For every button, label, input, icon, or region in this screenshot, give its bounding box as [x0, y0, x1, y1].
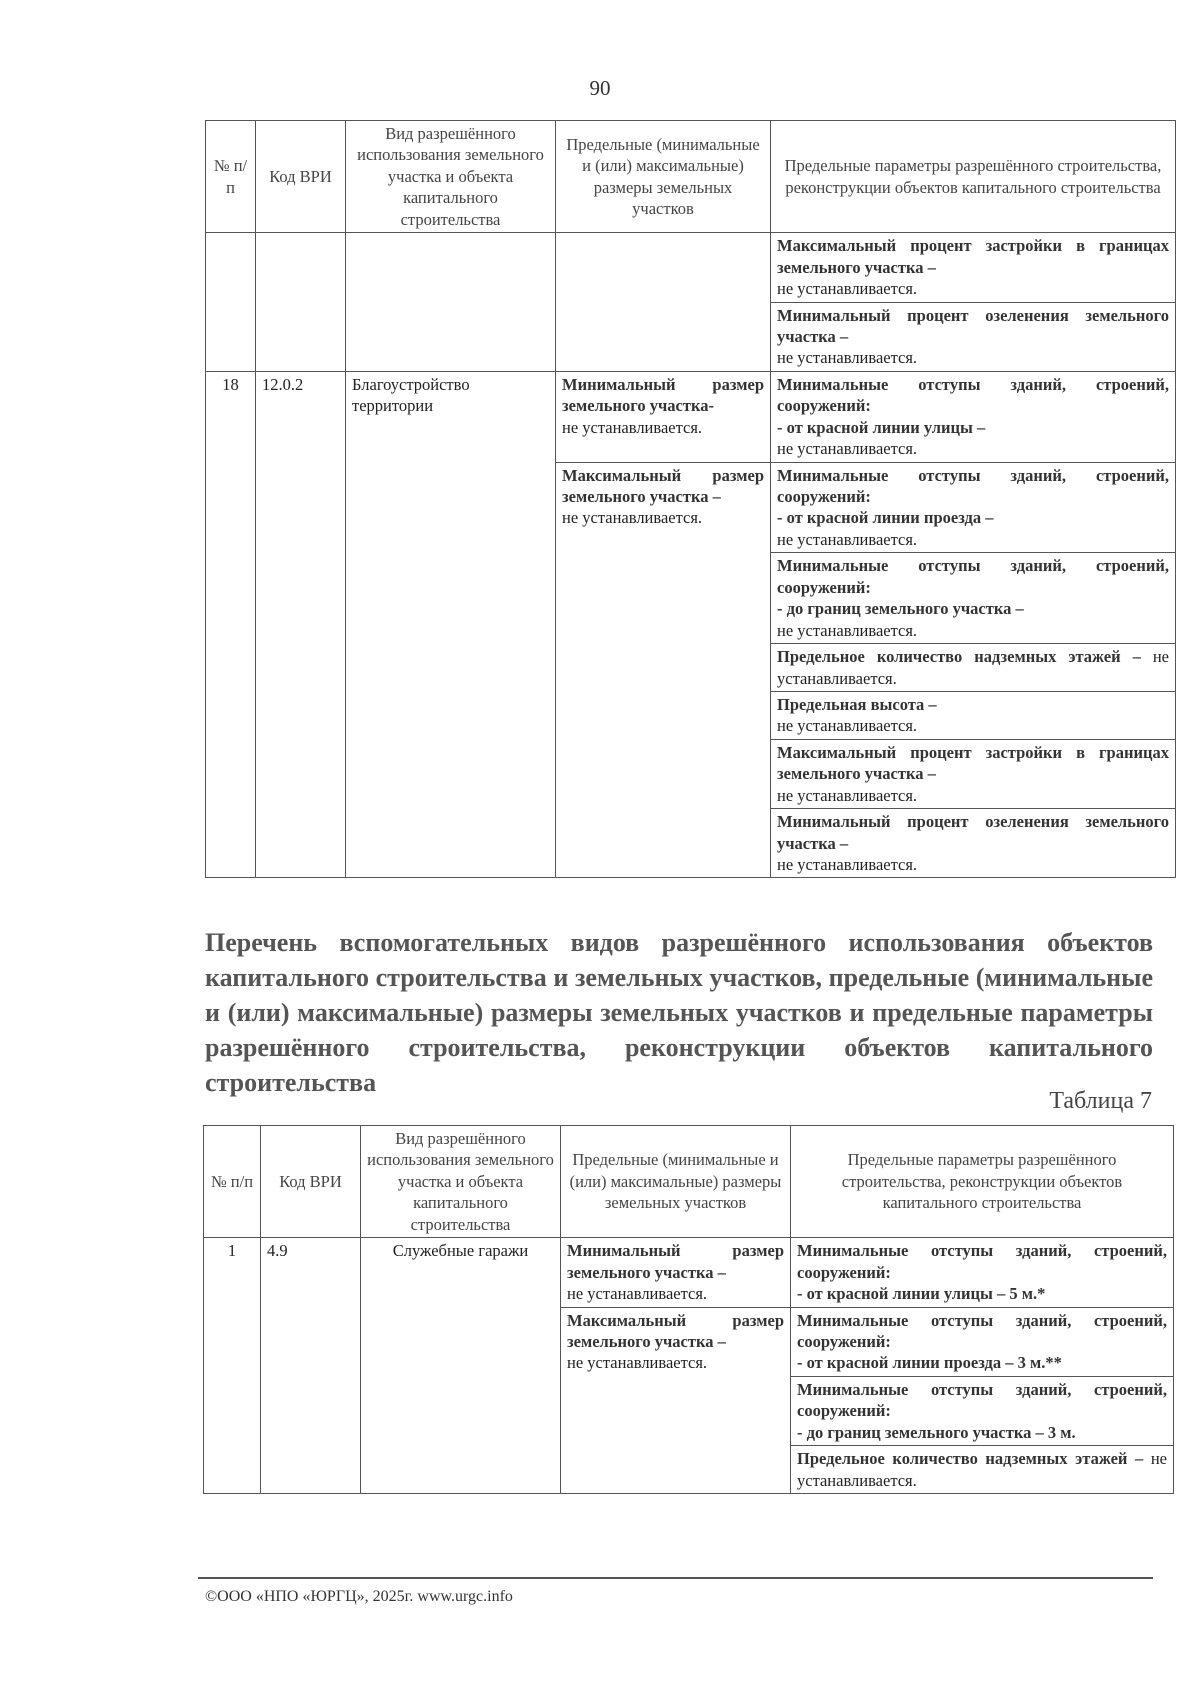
header-code: Код ВРИ [261, 1126, 361, 1238]
auxiliary-uses-table [203, 1125, 1174, 1494]
row-num: 1 [204, 1238, 261, 1494]
row-kind: Служебные гаражи [361, 1238, 561, 1494]
param-bold: Предельное количество надземных этажей – [777, 647, 1141, 667]
param-cell [791, 1307, 1174, 1376]
header-num: № п/п [204, 1126, 261, 1238]
param-plain: не устанавливается. [797, 1449, 1167, 1490]
max-size-plain: не устанавливается. [567, 1353, 708, 1373]
param-plain: не устанавливается. [777, 647, 1169, 688]
param-bold: Минимальные отступы зданий, строений, сооружений: [777, 374, 1169, 416]
param-bold2: - от красной линии проезда – [777, 508, 994, 528]
param-plain: не устанавливается. [777, 716, 918, 736]
table-header-row [206, 121, 1176, 233]
row-num: 18 [206, 371, 256, 878]
param-cell [791, 1238, 1174, 1307]
table-row [204, 1238, 1174, 1307]
header-sizes: Предельные (минимальные и (или) максимальные) размеры земельных участков [561, 1126, 791, 1238]
header-kind: Вид разрешённого использования земельного участка и объекта капитального строительства [346, 121, 556, 233]
page-number: 90 [589, 76, 611, 100]
table-header-row [204, 1126, 1174, 1238]
param-bold2: - до границ земельного участка – 3 м. [797, 1422, 1076, 1442]
header-params: Предельные параметры разрешённого строительства, реконструкции объектов капитального строительства [771, 121, 1176, 233]
param-plain: не устанавливается. [777, 785, 918, 805]
param-cell [771, 739, 1176, 808]
param-bold: Предельная высота – [777, 694, 937, 714]
param-bold: Предельное количество надземных этажей – [797, 1449, 1144, 1469]
param-plain: не устанавливается. [777, 279, 918, 299]
param-bold2: - от красной линии проезда – 3 м.** [797, 1353, 1062, 1373]
min-size-plain: не устанавливается. [562, 417, 703, 437]
param-bold2: - от красной линии улицы – [777, 417, 986, 437]
footer-copyright: ©ООО «НПО «ЮРГЦ», 2025г. www.urgc.info [205, 1588, 513, 1605]
param-cell [771, 371, 1176, 462]
max-size-cell [561, 1307, 791, 1494]
param-cell [771, 553, 1176, 644]
row-code: 4.9 [261, 1238, 361, 1494]
header-sizes: Предельные (минимальные и (или) максимальные) размеры земельных участков [556, 121, 771, 233]
param-cell [771, 302, 1176, 371]
param-cell [771, 462, 1176, 553]
param-plain: не устанавливается. [777, 529, 918, 549]
min-size-bold: Минимальный размер земельного участка- [562, 374, 764, 416]
param-bold: Минимальный процент озеленения земельного участка – [777, 812, 1169, 853]
table-row [206, 371, 1176, 462]
param-cell [771, 233, 1176, 302]
row-kind: Благоустройство территории [346, 371, 556, 878]
param-cell [771, 644, 1176, 692]
header-code: Код ВРИ [256, 121, 346, 233]
max-size-bold: Максимальный размер земельного участка – [562, 465, 764, 506]
param-plain: не устанавливается. [777, 439, 918, 459]
param-plain: не устанавливается. [777, 855, 918, 874]
param-bold: Максимальный процент застройки в границах земельного участка – [777, 742, 1169, 784]
zoning-table-continued [205, 120, 1176, 878]
table-row [206, 233, 1176, 302]
param-bold2: - от красной линии улицы – 5 м.* [797, 1284, 1046, 1304]
param-bold: Минимальные отступы зданий, строений, сооружений: [797, 1379, 1167, 1421]
max-size-cell [556, 462, 771, 878]
header-kind: Вид разрешённого использования земельного участка и объекта капитального строительства [361, 1126, 561, 1238]
param-bold: Минимальный процент озеленения земельного участка – [777, 305, 1169, 346]
param-bold: Максимальный процент застройки в границах земельного участка – [777, 236, 1169, 277]
param-cell [791, 1376, 1174, 1445]
header-num: № п/п [206, 121, 256, 233]
param-plain: не устанавливается. [777, 348, 918, 368]
param-bold: Минимальные отступы зданий, строений, сооружений: [777, 556, 1169, 597]
max-size-plain: не устанавливается. [562, 508, 703, 528]
min-size-bold: Минимальный размер земельного участка – [567, 1241, 784, 1282]
param-cell [791, 1446, 1174, 1494]
param-cell [771, 809, 1176, 878]
row-code: 12.0.2 [256, 371, 346, 878]
param-bold: Минимальные отступы зданий, строений, сооружений: [797, 1310, 1167, 1351]
min-size-plain: не устанавливается. [567, 1284, 708, 1304]
param-bold: Минимальные отступы зданий, строений, сооружений: [797, 1241, 1167, 1282]
param-plain: не устанавливается. [777, 620, 918, 640]
param-bold: Минимальные отступы зданий, строений, сооружений: [777, 465, 1169, 506]
param-cell [771, 691, 1176, 739]
section-heading: Перечень вспомогательных видов разрешённого использования объектов капитального строительства и земельных участков, предельные (минимальные и (или) максимальные) размеры земельных участков и предельные параметры разрешённого строительства, реконструкции объектов капитального строительства [205, 928, 1153, 1097]
min-size-cell [556, 371, 771, 462]
param-bold2: - до границ земельного участка – [777, 599, 1024, 619]
max-size-bold: Максимальный размер земельного участка – [567, 1310, 784, 1351]
min-size-cell [561, 1238, 791, 1307]
footer-divider [198, 1577, 1153, 1579]
header-params: Предельные параметры разрешённого строительства, реконструкции объектов капитального строительства [791, 1126, 1174, 1238]
table-caption: Таблица 7 [1049, 1088, 1152, 1114]
